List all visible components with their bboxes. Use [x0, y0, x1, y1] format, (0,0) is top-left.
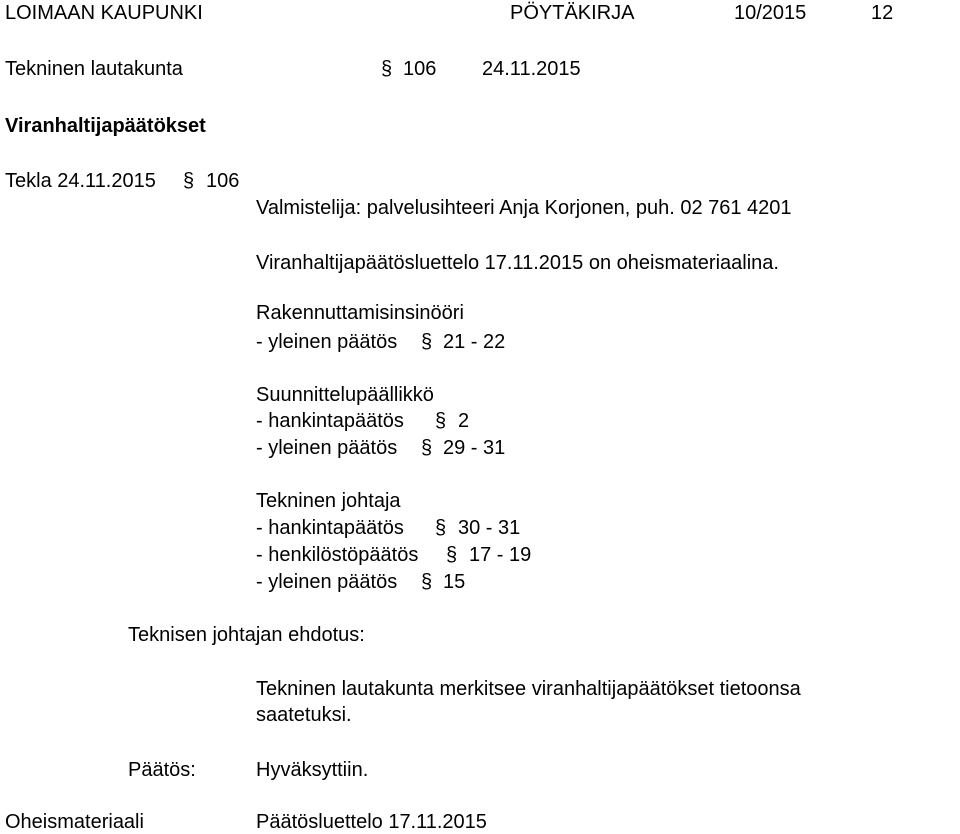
case-section-number: 106	[206, 170, 240, 192]
official-title-tekninen-johtaja: Tekninen johtaja	[256, 490, 401, 512]
proposal-label: Teknisen johtajan ehdotus:	[128, 624, 365, 646]
section-mark: §	[435, 517, 447, 539]
decision-line: - yleinen päätös	[256, 437, 398, 459]
section-mark: §	[435, 410, 447, 432]
decision-line: - henkilöstöpäätös	[256, 544, 419, 566]
case-reference: Tekla 24.11.2015	[5, 170, 156, 192]
section-mark: §	[421, 437, 433, 459]
proposal-text: Tekninen lautakunta merkitsee viranhaltijapäätökset tietoonsa	[256, 678, 801, 700]
section-mark: §	[421, 571, 433, 593]
case-section-mark: §	[183, 170, 195, 192]
document-number: 10/2015	[734, 2, 807, 24]
meeting-date: 24.11.2015	[482, 58, 581, 80]
decision-label: Päätös:	[128, 759, 196, 781]
decision-line: - hankintapäätös	[256, 517, 404, 539]
attachment-label: Oheismateriaali	[5, 811, 144, 833]
section-mark: §	[381, 58, 393, 80]
decision-line: - yleinen päätös	[256, 331, 398, 353]
preparer-info: Valmistelija: palvelusihteeri Anja Korjonen, puh. 02 761 4201	[256, 197, 792, 219]
attachment-text: Päätösluettelo 17.11.2015	[256, 811, 487, 833]
official-title-suunnittelupaallikko: Suunnittelupäällikkö	[256, 384, 434, 406]
decision-list-note: Viranhaltijapäätösluettelo 17.11.2015 on oheismateriaalina.	[256, 252, 779, 274]
decision-text: Hyväksyttiin.	[256, 759, 369, 781]
section-range: 17 - 19	[469, 544, 532, 566]
section-range: 2	[458, 410, 470, 432]
decision-line: - hankintapäätös	[256, 410, 404, 432]
section-number: 106	[403, 58, 437, 80]
organization-name: LOIMAAN KAUPUNKI	[5, 2, 203, 24]
committee-name: Tekninen lautakunta	[5, 58, 183, 80]
official-title-rakennuttamisinsinoori: Rakennuttamisinsinööri	[256, 302, 464, 324]
section-range: 21 - 22	[443, 331, 506, 353]
proposal-text-continued: saatetuksi.	[256, 704, 352, 726]
section-mark: §	[421, 331, 433, 353]
page-number: 12	[871, 2, 894, 24]
section-range: 30 - 31	[458, 517, 521, 539]
section-range: 29 - 31	[443, 437, 506, 459]
document-type: PÖYTÄKIRJA	[510, 2, 635, 24]
decision-line: - yleinen päätös	[256, 571, 398, 593]
section-mark: §	[446, 544, 458, 566]
section-range: 15	[443, 571, 466, 593]
page-title: Viranhaltijapäätökset	[5, 115, 206, 137]
